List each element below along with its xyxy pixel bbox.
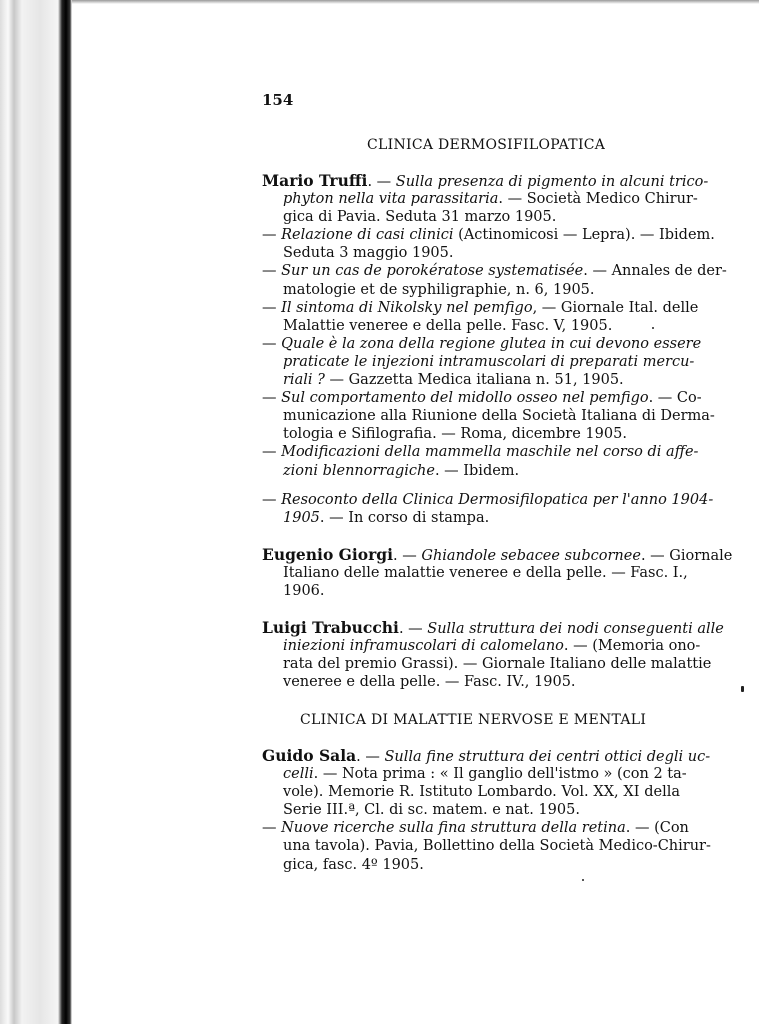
text-line xyxy=(262,281,680,299)
author-name: Eugenio Giorgi xyxy=(262,545,394,564)
work-title: celli xyxy=(283,766,314,783)
work-title: Relazione di casi clinici xyxy=(281,227,454,244)
work-title: Sul comportamento del midollo osseo nel pemfigo xyxy=(281,390,649,407)
bibliography-entry-resoconto xyxy=(262,491,714,527)
text-line xyxy=(262,462,680,480)
work-title: 1905 xyxy=(283,510,320,527)
text-line xyxy=(262,171,709,190)
text-line xyxy=(262,299,699,317)
section-heading-nervose-mentali: CLINICA DI MALATTIE NERVOSE E MENTALI xyxy=(300,712,647,728)
citation-text: una tavola). Pavia, Bollettino della Società Medico-Chirur- xyxy=(283,838,711,855)
text-line xyxy=(262,353,695,371)
citation-text: tologia e Sifilografia. — Roma, dicembre 1905. xyxy=(283,426,627,443)
citation-text: — xyxy=(262,444,282,461)
citation-text: . — Nota prima : « Il ganglio dell'istmo » (con 2 ta- xyxy=(313,766,687,783)
text-line xyxy=(262,564,688,582)
citation-text: . — Ibidem. xyxy=(434,462,520,479)
text-line xyxy=(262,746,711,765)
work-title: iniezioni inframuscolari di calomelano xyxy=(283,638,564,655)
work-title: phyton nella vita parassitaria xyxy=(283,191,499,208)
citation-text: — xyxy=(262,299,282,316)
work-title: Quale è la zona della regione glutea in cui devono essere xyxy=(281,335,702,352)
section-heading-dermosifilopatica: CLINICA DERMOSIFILOPATICA xyxy=(367,137,606,153)
citation-text: Malattie veneree e della pelle. Fasc. V, 1905. xyxy=(283,317,613,334)
author-name: Mario Truffi xyxy=(262,171,368,190)
work-title: Ghiandole sebacee subcornee xyxy=(421,548,641,564)
text-line xyxy=(262,801,680,819)
text-line xyxy=(262,317,680,335)
text-line xyxy=(262,226,715,244)
citation-text: . — Giornale xyxy=(640,548,733,564)
text-line xyxy=(262,655,712,673)
text-line xyxy=(262,425,680,443)
citation-text: . — In corso di stampa. xyxy=(319,510,490,527)
work-title: Resoconto della Clinica Dermosifilopatica per l'anno 1904- xyxy=(281,492,714,508)
text-line xyxy=(262,819,689,837)
work-title: Sulla presenza di pigmento in alcuni trico- xyxy=(395,174,709,190)
text-line xyxy=(262,244,680,262)
page-top-edge xyxy=(72,0,759,4)
text-line xyxy=(262,208,680,226)
citation-text: 1906. xyxy=(283,583,325,600)
work-title: Nuove ricerche sulla fina struttura della retina xyxy=(281,820,626,837)
text-line xyxy=(262,335,702,353)
text-line xyxy=(262,407,715,425)
page-number: 154 xyxy=(262,91,294,109)
text-line xyxy=(262,190,698,208)
scan-speck xyxy=(582,879,584,881)
citation-text: . — (Memoria ono- xyxy=(563,638,701,655)
book-binding-edge xyxy=(0,0,72,1024)
author-name: Luigi Trabucchi xyxy=(262,618,399,637)
bibliography-entry-trabucchi xyxy=(262,618,724,691)
work-title: Modificazioni della mammella maschile nel corso di affe- xyxy=(281,444,699,461)
bibliography-entry-sala xyxy=(262,746,711,874)
scan-speck xyxy=(741,686,744,692)
citation-text: . — Annales de der- xyxy=(583,263,727,280)
text-line xyxy=(262,783,680,801)
text-line xyxy=(262,673,680,691)
citation-text: — Gazzetta Medica italiana n. 51, 1905. xyxy=(324,372,624,389)
citation-text: municazione alla Riunione della Società Italiana di Derma- xyxy=(283,408,715,425)
bibliography-entry-truffi xyxy=(262,171,727,480)
citation-text: rata del premio Grassi). — Giornale Italiano delle malattie xyxy=(283,656,712,673)
citation-text: Seduta 3 maggio 1905. xyxy=(283,245,454,262)
text-line xyxy=(262,443,699,461)
citation-text: gica, fasc. 4º 1905. xyxy=(283,856,424,873)
citation-text: . — xyxy=(393,548,422,564)
bibliography-entry-giorgi xyxy=(262,545,733,600)
text-line xyxy=(262,618,724,637)
scan-speck xyxy=(652,327,654,329)
citation-text: — xyxy=(262,227,282,244)
citation-text: , — Giornale Ital. delle xyxy=(532,299,699,316)
citation-text: — xyxy=(262,390,282,407)
citation-text: Italiano delle malattie veneree e della pelle. — Fasc. I., xyxy=(283,565,688,582)
citation-text: . — Co- xyxy=(648,390,702,407)
citation-text: veneree e della pelle. — Fasc. IV., 1905. xyxy=(283,674,576,691)
text-line xyxy=(262,837,711,855)
text-line xyxy=(262,389,702,407)
citation-text: . — Società Medico Chirur- xyxy=(498,191,698,208)
citation-text: matologie et de syphiligraphie, n. 6, 1905. xyxy=(283,281,595,298)
work-title: Sur un cas de porokératose systematisée xyxy=(281,263,584,280)
text-line xyxy=(262,371,680,389)
author-name: Guido Sala xyxy=(262,746,357,765)
citation-text: . — (Con xyxy=(625,820,689,837)
citation-text: (Actinomicosi — Lepra). — Ibidem. xyxy=(453,227,715,244)
text-line xyxy=(262,765,687,783)
work-title: zioni blennorragiche xyxy=(283,462,435,479)
citation-text: vole). Memorie R. Istituto Lombardo. Vol. XX, XI della xyxy=(283,784,680,801)
citation-text: — xyxy=(262,492,282,508)
citation-text: . — xyxy=(367,174,396,190)
citation-text: — xyxy=(262,820,282,837)
citation-text: Serie III.ª, Cl. di sc. matem. e nat. 1905. xyxy=(283,802,580,819)
work-title: praticate le injezioni intramuscolari di preparati mercu- xyxy=(283,353,695,370)
work-title: Sulla fine struttura dei centri ottici degli uc- xyxy=(384,749,711,765)
text-line xyxy=(262,582,680,600)
citation-text: . — xyxy=(356,749,385,765)
work-title: Sulla struttura dei nodi conseguenti alle xyxy=(427,621,724,637)
citation-text: — xyxy=(262,263,282,280)
text-line xyxy=(262,637,701,655)
citation-text: gica di Pavia. Seduta 31 marzo 1905. xyxy=(283,209,557,226)
text-line xyxy=(262,491,714,509)
citation-text: — xyxy=(262,335,282,352)
text-line xyxy=(262,509,680,527)
text-line xyxy=(262,856,680,874)
work-title: Il sintoma di Nikolsky nel pemfigo xyxy=(281,299,533,316)
work-title: riali ? xyxy=(283,372,325,389)
citation-text: . — xyxy=(398,621,428,637)
text-line xyxy=(262,545,733,564)
text-line xyxy=(262,262,727,280)
